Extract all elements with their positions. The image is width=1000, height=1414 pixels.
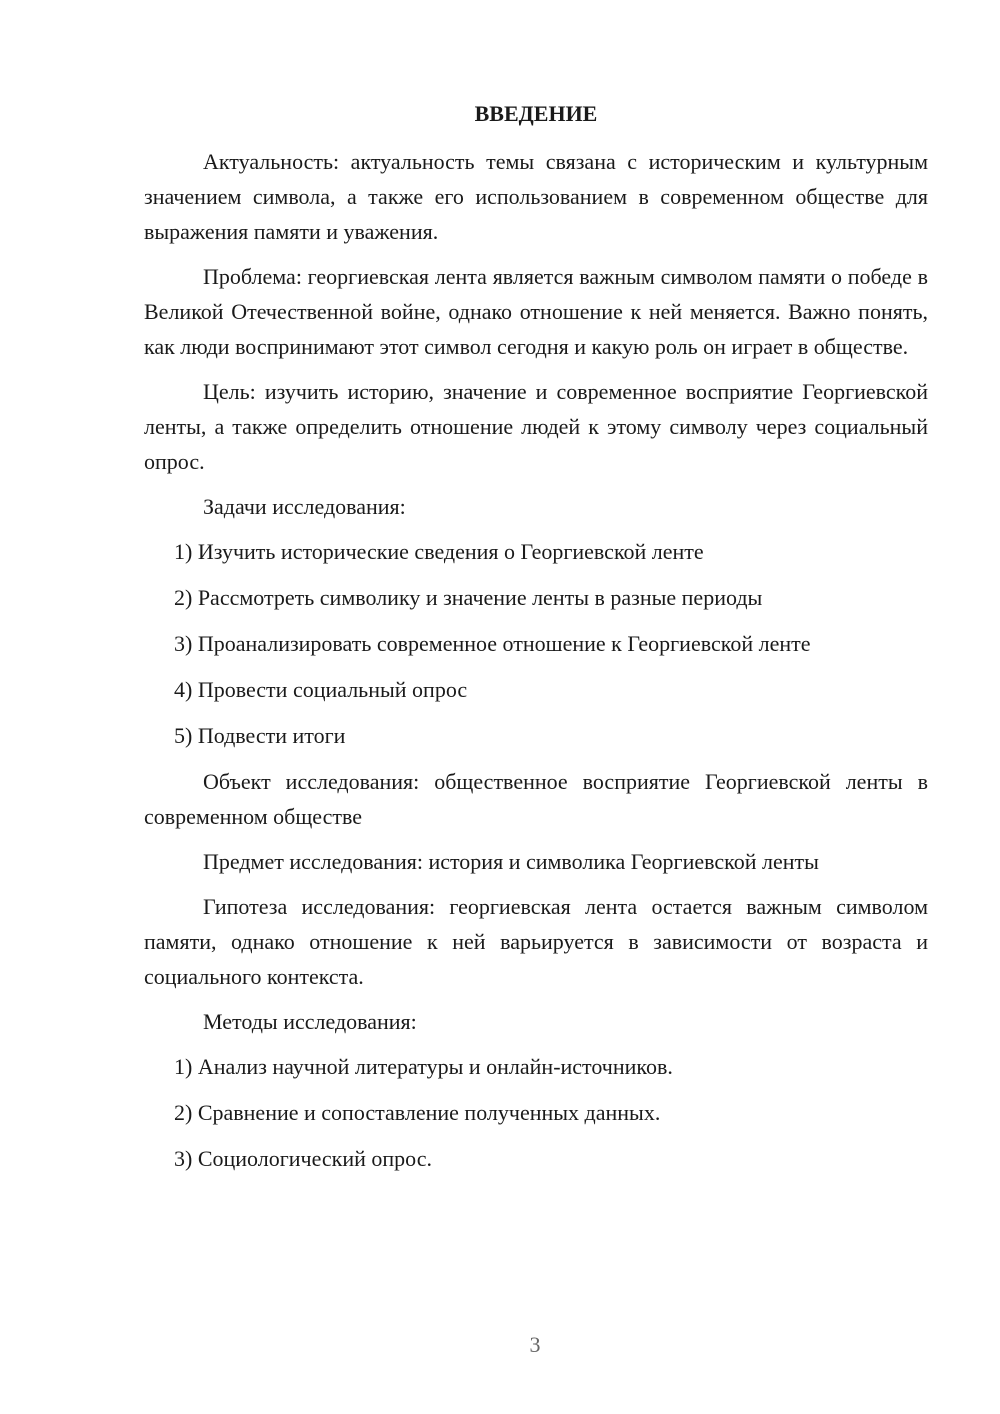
task-item: 2) Рассмотреть символику и значение ленты в разные периоды (174, 585, 763, 610)
problem-paragraph: Проблема: георгиевская лента является важным символом памяти о победе в Великой Отечественной войне, однако отношение к ней меняется. Важно понять, как люди воспринимают этот символ сегодня и какую роль он играет в обществе. (144, 264, 928, 359)
method-item: 1) Анализ научной литературы и онлайн-источников. (174, 1054, 673, 1079)
hypothesis-paragraph: Гипотеза исследования: георгиевская лента остается важным символом памяти, однако отношение к ней варьируется в зависимости от возраста и социального контекста. (144, 894, 928, 989)
methods-list (144, 1049, 928, 1176)
tasks-list (144, 534, 928, 753)
methods-title: Методы исследования: (203, 1009, 417, 1034)
subject-paragraph: Предмет исследования: история и символика Георгиевской ленты (203, 849, 819, 874)
method-item: 2) Сравнение и сопоставление полученных данных. (174, 1100, 661, 1125)
object-paragraph: Объект исследования: общественное восприятие Георгиевской ленты в современном обществе (144, 769, 928, 829)
page-number: 3 (529, 1332, 541, 1357)
task-item: 3) Проанализировать современное отношение к Георгиевской ленте (174, 631, 811, 656)
method-item: 3) Социологический опрос. (174, 1146, 432, 1171)
page-content (144, 96, 928, 1187)
task-item: 4) Провести социальный опрос (174, 677, 468, 702)
relevance-paragraph: Актуальность: актуальность темы связана с историческим и культурным значением символа, а также его использованием в современном обществе для выражения памяти и уважения. (144, 149, 928, 244)
section-heading: ВВЕДЕНИЕ (474, 101, 598, 126)
tasks-title: Задачи исследования: (203, 494, 406, 519)
task-item: 5) Подвести итоги (174, 723, 346, 748)
goal-paragraph: Цель: изучить историю, значение и современное восприятие Георгиевской ленты, а также определить отношение людей к этому символу через социальный опрос. (144, 379, 928, 474)
task-item: 1) Изучить исторические сведения о Георгиевской ленте (174, 539, 704, 564)
